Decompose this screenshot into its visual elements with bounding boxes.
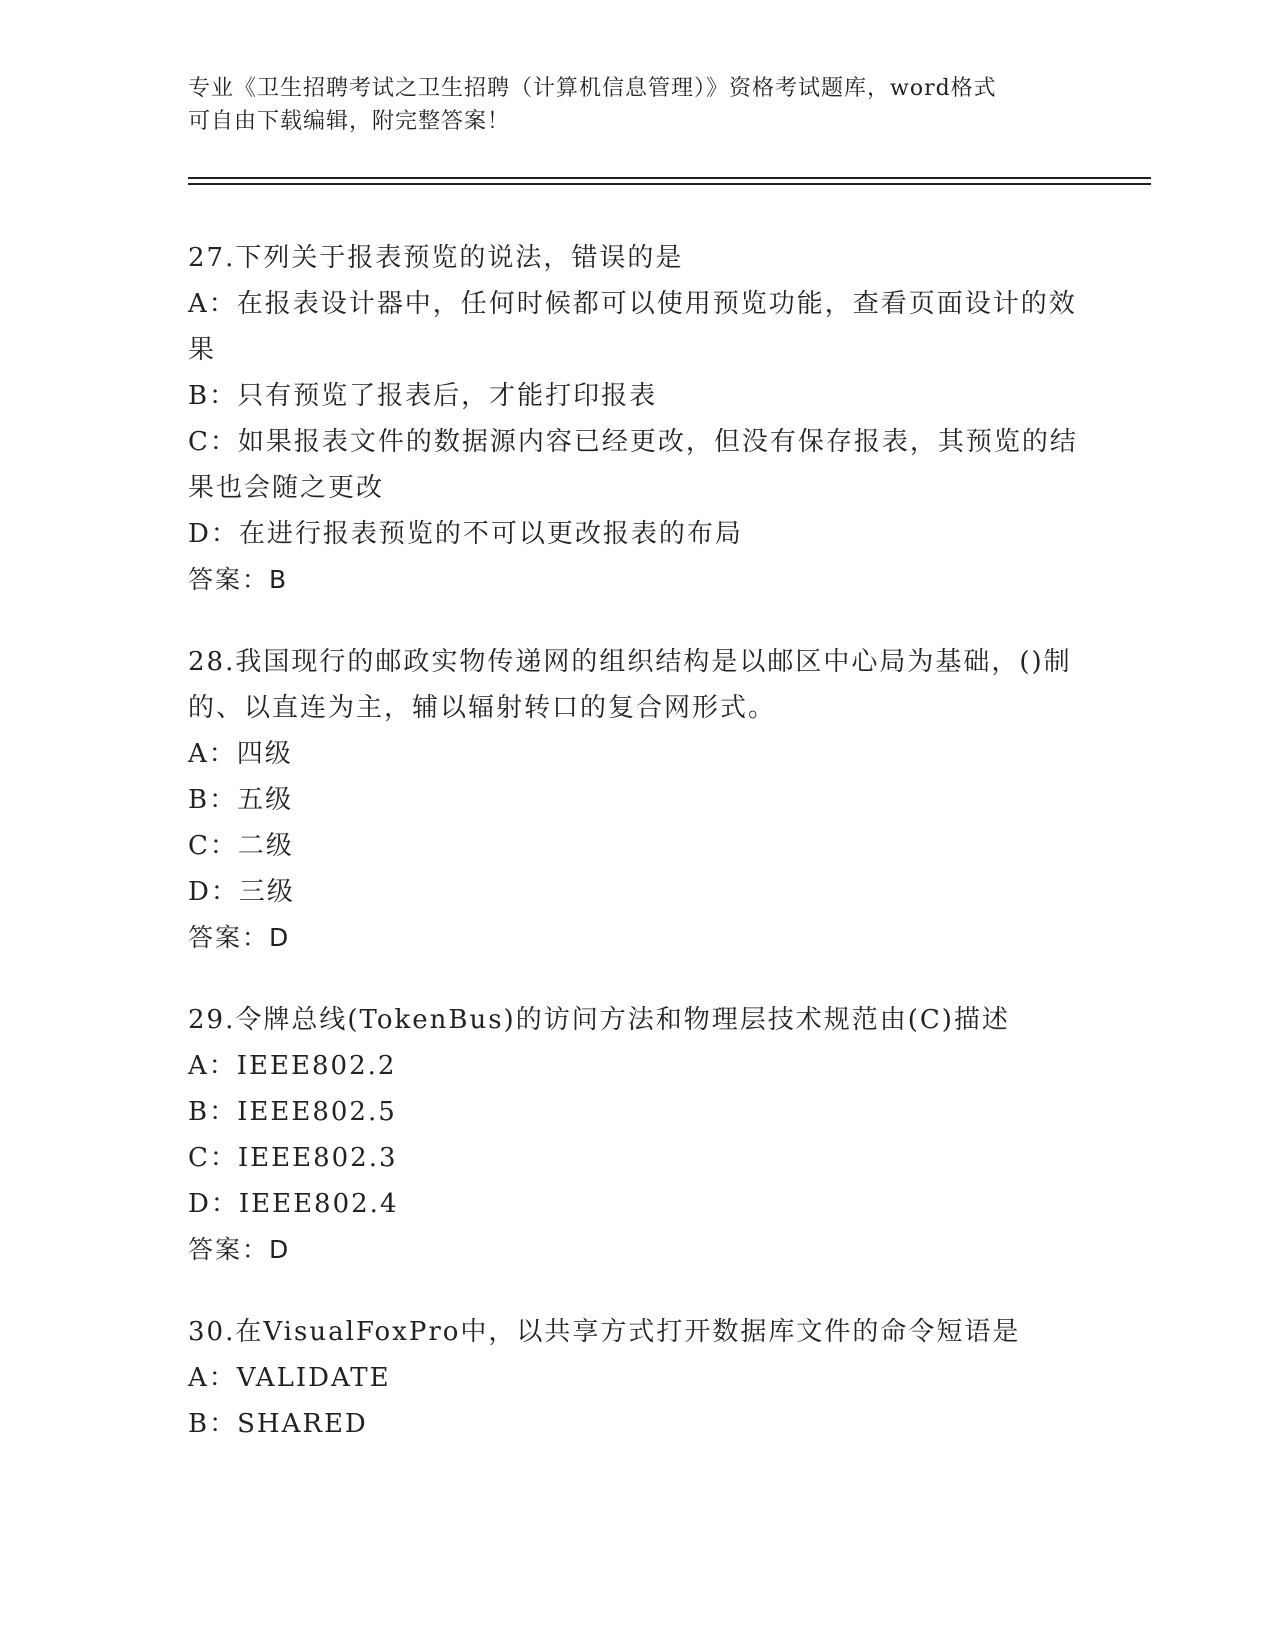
option-a: A：IEEE802.2 — [188, 1051, 397, 1081]
answer: 答案：B — [188, 565, 289, 594]
option-d: D：三级 — [188, 877, 295, 907]
option-c: C：二级 — [188, 831, 294, 861]
question-30 — [188, 1309, 1088, 1447]
option-b: B：SHARED — [188, 1409, 368, 1439]
question-27 — [188, 235, 1088, 603]
option-c: C：IEEE802.3 — [188, 1143, 398, 1173]
question-stem: 28.我国现行的邮政实物传递网的组织结构是以邮区中心局为基础，()制的、以直连为主，辅以辐射转口的复合网形式。 — [188, 647, 1072, 723]
option-a: A：VALIDATE — [188, 1363, 391, 1393]
option-a: A：在报表设计器中，任何时候都可以使用预览功能，查看页面设计的效果 — [188, 289, 1077, 365]
option-b: B：五级 — [188, 785, 294, 815]
option-b: B：只有预览了报表后，才能打印报表 — [188, 381, 658, 411]
option-d: D：IEEE802.4 — [188, 1189, 399, 1219]
question-stem: 27.下列关于报表预览的说法，错误的是 — [188, 243, 684, 273]
question-29 — [188, 997, 1088, 1273]
question-stem: 30.在VisualFoxPro中，以共享方式打开数据库文件的命令短语是 — [188, 1317, 1021, 1347]
option-a: A：四级 — [188, 739, 293, 769]
header-line-1: 专业《卫生招聘考试之卫生招聘（计算机信息管理）》资格考试题库，word格式 — [188, 76, 997, 101]
answer: 答案：D — [188, 923, 291, 952]
header-divider-top — [188, 177, 1151, 179]
header-line-2: 可自由下载编辑，附完整答案！ — [188, 109, 511, 134]
option-c: C：如果报表文件的数据源内容已经更改，但没有保存报表，其预览的结果也会随之更改 — [188, 427, 1078, 503]
question-list — [188, 235, 1088, 1483]
header-divider-bottom — [188, 183, 1151, 185]
question-stem: 29.令牌总线(TokenBus)的访问方法和物理层技术规范由(C)描述 — [188, 1005, 1010, 1035]
answer: 答案：D — [188, 1235, 291, 1264]
option-d: D：在进行报表预览的不可以更改报表的布局 — [188, 519, 743, 549]
document-header — [188, 72, 1078, 138]
question-28 — [188, 639, 1088, 961]
option-b: B：IEEE802.5 — [188, 1097, 397, 1127]
